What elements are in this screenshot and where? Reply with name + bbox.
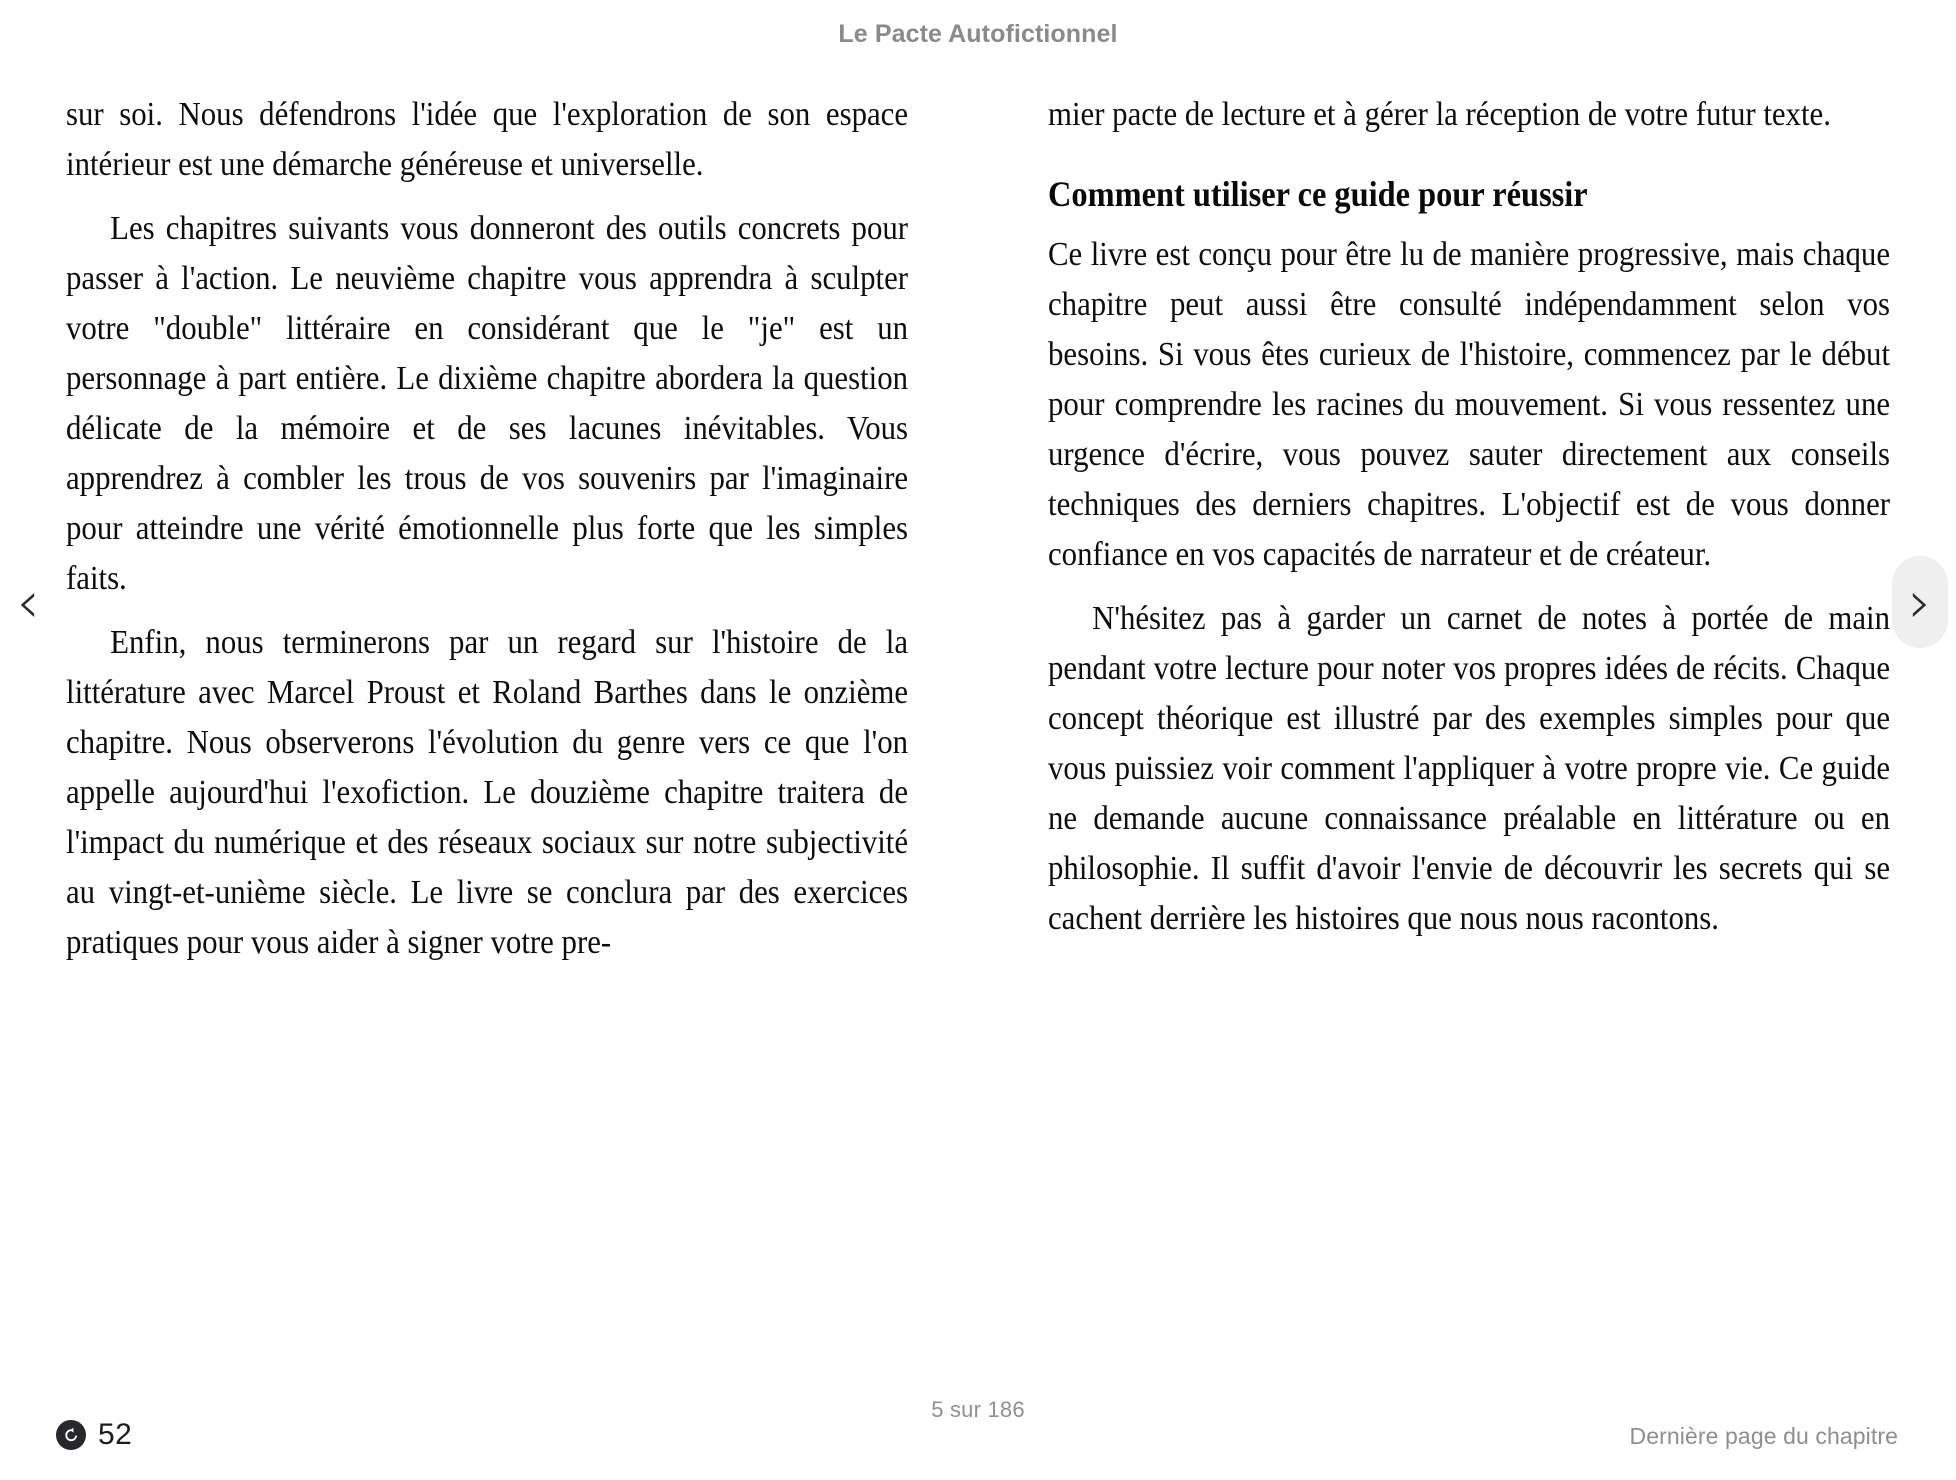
paragraph: N'hésitez pas à garder un carnet de notes à portée de main pendant votre lecture pour noter vos propres idées de récits. Chaque concept théorique est illustré par des exemples simples pour que vous puissiez voir comment l'appliquer à votre propre vie. Ce guide ne demande aucune connaissance préalable en littérature ou en philosophie. Il suffit d'avoir l'envie de découvrir les secrets qui se cachent derrière les histoires que nous nous racontons. (1048, 600, 1891, 937)
page-surface (0, 68, 1956, 1358)
text-columns (66, 90, 1890, 1340)
column-left (66, 90, 908, 1340)
rewind-back-icon[interactable] (56, 1420, 86, 1450)
paragraph: Ce livre est conçu pour être lu de manière progressive, mais chaque chapitre peut aussi être consulté indépendamment selon vos besoins. Si vous êtes curieux de l'histoire, commencez par le début pour comprendre les racines du mouvement. Si vous ressentez une urgence d'écrire, vous pouvez sauter directement aux conseils techniques des derniers chapitres. L'objectif est de vous donner confiance en vos capacités de narrateur et de créateur. (1048, 236, 1891, 573)
reader-header (0, 0, 1956, 68)
chapter-status: Dernière page du chapitre (1629, 1423, 1898, 1449)
progress-indicator (0, 1397, 1956, 1423)
book-title: Le Pacte Autofictionnel (838, 19, 1118, 48)
reader-footer (0, 1358, 1956, 1480)
paragraph-continuation: mier pacte de lecture et à gérer la réception de votre futur texte. (1048, 96, 1831, 133)
previous-page-button[interactable] (0, 556, 56, 648)
section-heading: Comment utiliser ce guide pour réussir (1048, 174, 1588, 214)
page-marker[interactable] (56, 1418, 132, 1452)
next-page-button[interactable] (1892, 556, 1948, 648)
paragraph: Les chapitres suivants vous donneront des outils concrets pour passer à l'action. Le neuvième chapitre vous apprendra à sculpter votre "double" littéraire en considérant que le "je" est un personnage à part entière. Le dixième chapitre abordera la question délicate de la mémoire et de ses lacunes inévitables. Vous apprendrez à combler les trous de vos souvenirs par l'imaginaire pour atteindre une vérité émotionnelle plus forte que les simples faits. (66, 210, 909, 597)
paragraph: sur soi. Nous défendrons l'idée que l'exploration de son espace intérieur est une démarche généreuse et universelle. (66, 96, 909, 183)
column-right (1048, 90, 1890, 1340)
progress-label: 5 sur 186 (931, 1397, 1025, 1422)
page-number: 52 (98, 1418, 133, 1451)
chevron-right-icon: › (1908, 568, 1932, 636)
chevron-left-icon: ‹ (16, 568, 40, 636)
paragraph: Enfin, nous terminerons par un regard sur l'histoire de la littérature avec Marcel Proust et Roland Barthes dans le onzième chapitre. Nous observerons l'évolution du genre vers ce que l'on appelle aujourd'hui l'exofiction. Le douzième chapitre traitera de l'impact du numérique et des réseaux sociaux sur notre subjectivité au vingt-et-unième siècle. Le livre se conclura par des exercices pratiques pour vous aider à signer votre pre- (66, 624, 909, 961)
chapter-status-container (1630, 1423, 1898, 1450)
